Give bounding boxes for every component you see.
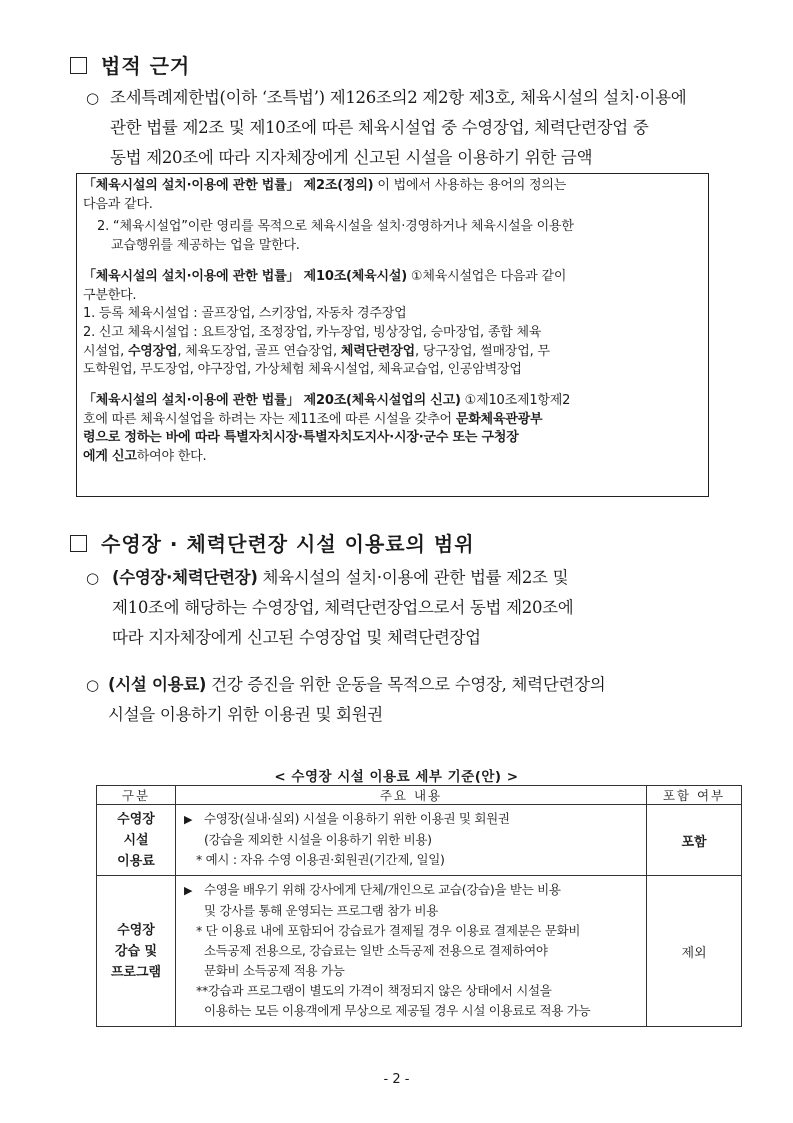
law-excerpt-box: 「체육시설의 설치·이용에 관한 법률」 제2조(정의) 이 법에서 사용하는 용어의 정의는 다음과 같다. 2. “체육시설업”이란 영리를 목적으로 체육시설을 설치·경영하거나 체육시설을 이용한 교습행위를 제공하는 업을 말한다. 「체육시설의 설치·이용에 관한 법률」 제10조(체육시설) ①체육시설업은 다음과 같이 구분한다. 1. 등록 체육시설업 : 골프장업, 스키장업, 자동차 경주장업 2. 신고 체육시설업 : 요트장업, 조정장업, 카누장업, 빙상장업, 승마장업, 종합 체육 시설업, 수영장업, 체육도장업, 골프 연습장업, 체력단련장업, 당구장업, 썰매장업, 무 도학원업, 무도장업, 야구장업, 가상체험 체육시설업, 체육교습업, 인공암벽장업 「체육시설의 설치·이용에 관한 법률」 제20조(체육시설업의 신고) ①제10조제1항제2 호에 따른 체육시설업을 하려는 자는 제11조에 따른 시설을 갖추어 문화체육관광부 령으로 정하는 바에 따라 특별자치시장·특별자치도지사·시장·군수 또는 구청장 에게 신고하여야 한다. bbox=[76, 173, 709, 497]
section-legal-basis-heading: 법적 근거 bbox=[70, 50, 190, 79]
bullet-circle-icon: ○ bbox=[86, 676, 100, 694]
checkbox-square-icon bbox=[70, 535, 87, 552]
row-status-excluded: 제외 bbox=[647, 876, 742, 1027]
fee-criteria-table bbox=[96, 785, 742, 1027]
triangle-right-icon: ▶ bbox=[184, 813, 193, 826]
checkbox-square-icon bbox=[70, 57, 87, 74]
row-category: 수영장 강습 및 프로그램 bbox=[97, 876, 176, 1027]
table-header-row bbox=[97, 786, 742, 805]
law-article-2-line: 「체육시설의 설치·이용에 관한 법률」 제2조(정의) 이 법에서 사용하는 용어의 정의는 bbox=[83, 178, 567, 193]
law-article-10-line: 「체육시설의 설치·이용에 관한 법률」 제10조(체육시설) ①체육시설업은 다음과 같이 bbox=[83, 268, 567, 284]
bullet-circle-icon: ○ bbox=[86, 569, 100, 587]
fee-scope-usage-paragraph: (시설 이용료) 건강 증진을 위한 운동을 목적으로 수영장, 체력단련장의 시설을 이용하기 위한 이용권 및 회원권 bbox=[108, 675, 606, 724]
law-article-20-line: 「체육시설의 설치·이용에 관한 법률」 제20조(체육시설업의 신고) ①제10조제1항제2 bbox=[83, 393, 571, 409]
row-description: ▶ 수영을 배우기 위해 강사에게 단체/개인으로 교습(강습)을 받는 비용 및 강사를 통해 운영되는 프로그램 참가 비용 * 단 이용료 내에 포함되어 강습료가 결제될 경우 이용료 결제분은 문화비 소득공제 전용으로, 강습료는 일반 소득공제 전용으로 결제하여야 문화비 소득공제 적용 가능 **강습과 프로그램이 별도의 가격이 책정되지 않은 상태에서 시설을 이용하는 모든 이용객에게 무상으로 제공될 경우 시설 이용료로 적용 가능 bbox=[176, 876, 647, 1027]
header-included: 포함 여부 bbox=[647, 786, 742, 805]
triangle-right-icon: ▶ bbox=[184, 884, 193, 897]
row-status-included: 포함 bbox=[647, 805, 742, 876]
legal-basis-paragraph: 조세특례제한법(이하 ‘조특법’) 제126조의2 제2항 제3호, 체육시설의 설치·이용에 관한 법률 제2조 및 제10조에 따른 체육시설업 중 수영장업, 체력단련장업 중 동법 제20조에 따라 지자체장에게 신고된 시설을 이용하기 위한 금액 bbox=[110, 88, 687, 167]
fee-scope-facility-paragraph: (수영장·체력단련장) 체육시설의 설치·이용에 관한 법률 제2조 및 제10조에 해당하는 수영장업, 체력단련장업으로서 동법 제20조에 따라 지자체장에게 신고된 수영장업 및 체력단련장업 bbox=[112, 568, 574, 647]
table-row bbox=[97, 805, 742, 876]
header-content: 주요 내용 bbox=[176, 786, 647, 805]
row-description: ▶ 수영장(실내·실외) 시설을 이용하기 위한 이용권 및 회원권 (강습을 제외한 시설을 이용하기 위한 비용) * 예시 : 자유 수영 이용권·회원권(기간제, 일일) bbox=[176, 805, 647, 876]
page-number: - 2 - bbox=[383, 1072, 410, 1087]
section-fee-scope-heading: 수영장 · 체력단련장 시설 이용료의 범위 bbox=[70, 528, 475, 557]
bullet-circle-icon: ○ bbox=[86, 89, 100, 107]
row-category: 수영장 시설 이용료 bbox=[97, 805, 176, 876]
header-category: 구분 bbox=[97, 786, 176, 805]
table-caption: < 수영장 시설 이용료 세부 기준(안) > bbox=[274, 769, 519, 785]
table-row bbox=[97, 876, 742, 1027]
